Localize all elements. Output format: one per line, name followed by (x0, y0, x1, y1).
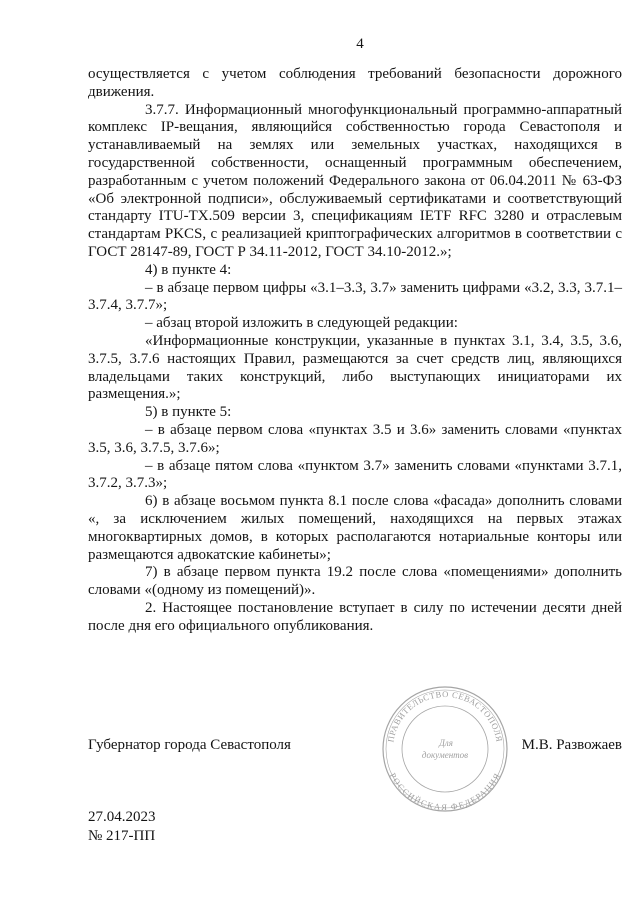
stamp-ring-top-text: ПРАВИТЕЛЬСТВО СЕВАСТОПОЛЯ (385, 688, 505, 743)
paragraph-2: 3.7.7. Информационный многофункциональный программно-аппаратный комплекс IP-вещания, являющийся собственностью города Севастополя и устанавливаемый на землях или земельных участках, находящихся в государственной собственности, оснащенный программным обеспечением, разработанным с учетом положений Федерального закона от 06.04.2011 № 63-ФЗ «Об электронной подписи», обслуживаемый сертификатами и соответствующий стандарту ITU-TX.509 версии 3, спецификациям IETF RFC 3280 и отраслевым стандартам PKCS, с реализацией криптографических алгоритмов в соответствии с ГОСТ 28147-89, ГОСТ Р 34.11-2012, ГОСТ 34.10-2012.»; (88, 101, 622, 260)
paragraph-12: 2. Настоящее постановление вступает в силу по истечении десяти дней после дня его официального опубликования. (88, 599, 622, 634)
svg-text:РОССИЙСКАЯ ФЕДЕРАЦИЯ (388, 771, 502, 812)
document-footer (88, 808, 288, 846)
paragraph-6: «Информационные конструкции, указанные в пунктах 3.1, 3.4, 3.5, 3.6, 3.7.5, 3.7.6 настоящих Правил, размещаются за счет средств лиц, являющихся владельцами таких конструкций, либо выступающих инициаторами их размещения.»; (88, 332, 622, 403)
paragraph-9: – в абзаце пятом слова «пунктом 3.7» заменить словами «пунктами 3.7.1, 3.7.2, 3.7.3»; (88, 457, 622, 492)
document-body (88, 66, 622, 636)
stamp-inner-ring (402, 706, 488, 792)
document-date: 27.04.2023 (88, 809, 156, 825)
paragraph-3: 4) в пункте 4: (145, 261, 232, 278)
paragraph-8: – в абзаце первом слова «пунктах 3.5 и 3.6» заменить словами «пунктах 3.5, 3.6, 3.7.5, 3.7.6»; (88, 421, 622, 456)
paragraph-1: осуществляется с учетом соблюдения требований безопасности дорожного движения. (88, 66, 622, 100)
paragraph-7: 5) в пункте 5: (145, 404, 232, 421)
stamp-center-text-1: Для (439, 738, 453, 748)
document-number: № 217-ПП (88, 828, 156, 844)
page-number: 4 (356, 36, 364, 52)
official-stamp (380, 684, 510, 814)
paragraph-4: – в абзаце первом цифры «3.1–3.3, 3.7» заменить цифрами «3.2, 3.3, 3.7.1–3.7.4, 3.7.7»; (88, 279, 622, 314)
svg-text:ПРАВИТЕЛЬСТВО СЕВАСТОПОЛЯ (385, 689, 504, 743)
stamp-ring-bottom-text: РОССИЙСКАЯ ФЕДЕРАЦИЯ (387, 771, 503, 813)
paragraph-5: – абзац второй изложить в следующей редакции: (145, 315, 458, 332)
stamp-center-text-2: документов (421, 750, 469, 760)
signatory-name: М.В. Развожаев (521, 737, 622, 753)
paragraph-10: 6) в абзаце восьмом пункта 8.1 после слова «фасада» дополнить словами «, за исключением жилых помещений, находящихся на первых этажах многоквартирных домов, в которых располагаются нотариальные конторы или размещаются адвокатские кабинеты»; (88, 493, 622, 563)
signature-block (88, 736, 622, 754)
paragraph-11: 7) в абзаце первом пункта 19.2 после слова «помещениями» дополнить словами «(одному из помещений)». (88, 564, 622, 599)
signatory-position: Губернатор города Севастополя (88, 737, 291, 753)
